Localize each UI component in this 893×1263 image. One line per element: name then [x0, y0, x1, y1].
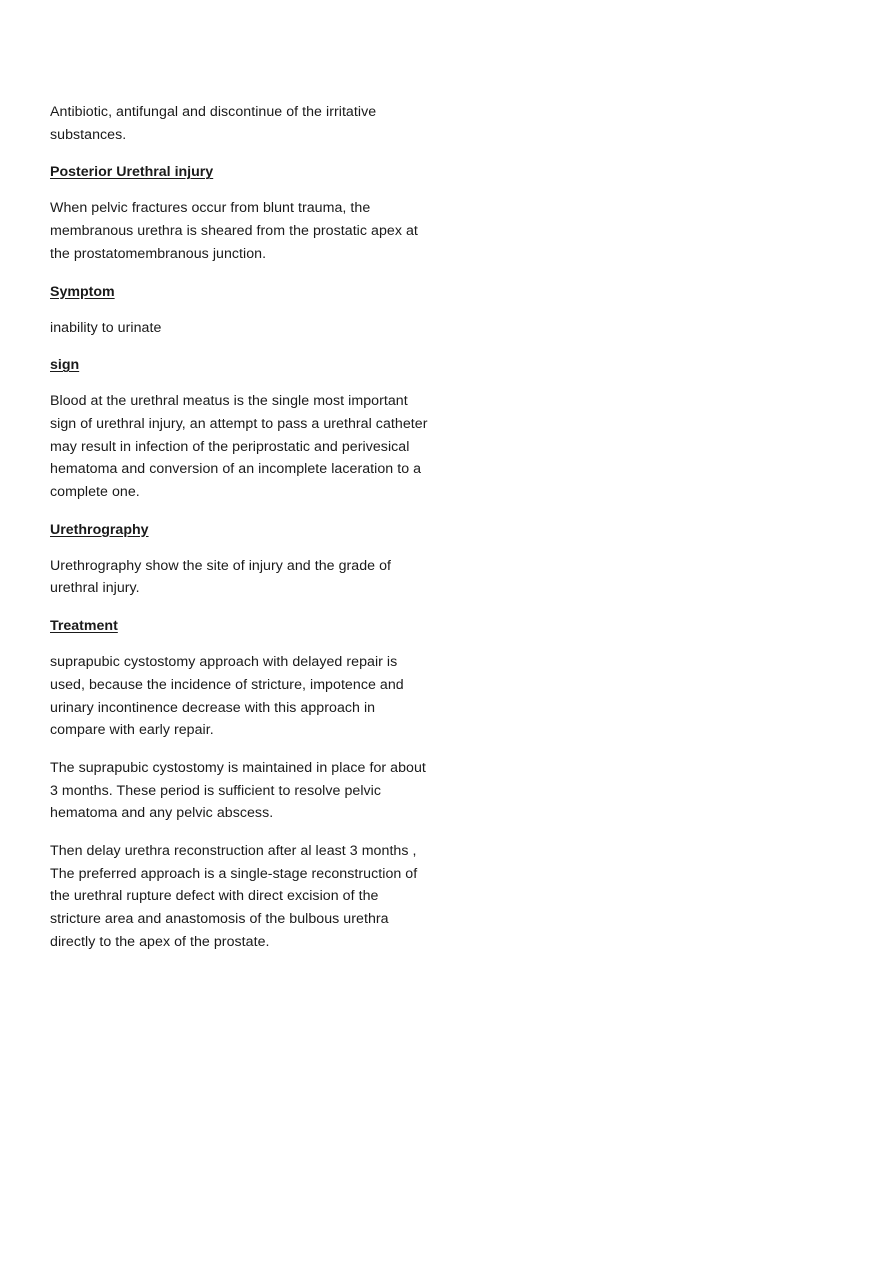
heading-sign: sign — [50, 357, 80, 374]
heading-urethrography: Urethrography — [50, 521, 149, 538]
treatment-paragraph-1: suprapubic cystostomy approach with delayed repair is used, because the incidence of stricture, impotence and urinary incontinence decrease with this approach in compare with early repair. — [50, 654, 404, 739]
treatment-paragraph-3: Then delay urethra reconstruction after al least 3 months , The preferred approach is a single-stage reconstruction of the urethral rupture defect with direct excision of the stricture area and anastomosis of the bulbous urethra directly to the apex of the prostate. — [50, 843, 418, 950]
heading-symptom: Symptom — [50, 283, 115, 300]
heading-posterior-urethral-injury: Posterior Urethral injury — [50, 164, 214, 181]
intro-paragraph: Antibiotic, antifungal and discontinue of the irritative substances. — [50, 104, 377, 143]
treatment-paragraph-2: The suprapubic cystostomy is maintained in place for about 3 months. These period is sufficient to resolve pelvic hematoma and any pelvic abscess. — [50, 759, 426, 822]
sign-paragraph: Blood at the urethral meatus is the single most important sign of urethral injury, an attempt to pass a urethral catheter may result in infection of the periprostatic and perivesical hematoma and conversion of an incomplete laceration to a complete one. — [50, 393, 428, 501]
urethrography-paragraph: Urethrography show the site of injury and the grade of urethral injury. — [50, 557, 392, 597]
injury-description-paragraph: When pelvic fractures occur from blunt trauma, the membranous urethra is sheared from the prostatic apex at the prostatomembranous junction. — [50, 200, 418, 262]
heading-treatment: Treatment — [50, 618, 118, 635]
document-page — [50, 101, 430, 969]
symptom-paragraph: inability to urinate — [50, 319, 162, 336]
